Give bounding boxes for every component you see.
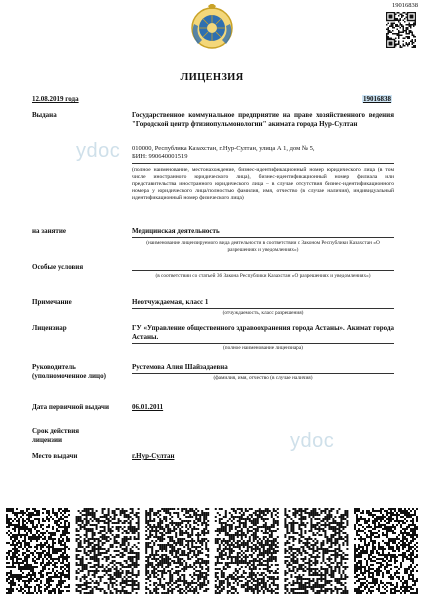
activity-label: на занятие: [32, 227, 66, 235]
activity-caption: (наименование лицензируемого вида деятельности в соответствии с Законом Республики Казахстан «О разрешениях и уведомлениях»): [146, 240, 380, 253]
qr-code: [386, 12, 416, 48]
divider: [132, 237, 394, 238]
document-title: ЛИЦЕНЗИЯ: [180, 72, 244, 83]
issued-to-address: 010000, Республика Казахстан, г.Нур-Султан, улица А 1, дом № 5,: [132, 145, 315, 152]
divider: [132, 163, 394, 164]
divider: [132, 308, 394, 309]
issued-to-bin: БИН: 990640001519: [132, 153, 188, 160]
watermark: ydoc: [290, 430, 335, 452]
divider: [132, 373, 394, 374]
issued-to-caption: (полное наименование, местонахождение, бизнес-идентификационный номер юридического лица (в том числе иностранного юридического лица), бизнес-идентификационный номер филиала или представительства иностранного юридического лица – в случае отсутствия бизнес-идентификационного номера у юридического лица/полностью фамилия, имя, отчество (в случае наличия), индивидуальный идентификационный номер физического лица): [132, 167, 394, 201]
licensor-caption: (полное наименование лицензиара): [223, 345, 303, 351]
divider: [132, 270, 394, 271]
special-conditions-caption: (в соответствии со статьей 36 Закона Республики Казахстан «О разрешениях и уведомлениях»): [155, 273, 371, 279]
place-value: г.Нур-Султан: [132, 452, 175, 460]
first-issue-value: 06.01.2011: [132, 403, 164, 411]
issue-date: 12.08.2019 года: [32, 95, 79, 103]
licensor-value: ГУ «Управление общественного здравоохранения города Астаны». Акимат города Астаны.: [132, 324, 394, 341]
head-label: Руководитель (уполномоченное лицо): [32, 363, 106, 380]
place-label: Место выдачи: [32, 452, 78, 460]
issued-to-org: Государственное коммунальное предприятие на праве хозяйственного ведения "Городской центр фтизиопульмонологии" акимата города Нур-Султан: [132, 111, 394, 128]
special-conditions-label: Особые условия: [32, 263, 84, 271]
validity-label: Срок действия лицензии: [32, 427, 80, 444]
head-caption: (фамилия, имя, отчество (в случае наличия): [213, 375, 313, 381]
head-value: Рустемова Алия Шайзадаевна: [132, 363, 228, 371]
note-label: Примечание: [32, 298, 72, 306]
license-number: 19016838: [363, 95, 391, 103]
licensor-label: Лицензиар: [32, 324, 67, 332]
barcode-strip: [6, 508, 418, 594]
divider: [132, 343, 394, 344]
note-caption: (отчуждаемость, класс разрешения): [222, 310, 304, 316]
issued-to-label: Выдана: [32, 111, 57, 119]
watermark: ydoc: [76, 140, 121, 162]
kazakhstan-emblem-icon: [188, 4, 236, 52]
activity-value: Медицинская деятельность: [132, 227, 220, 235]
note-value: Неотчуждаемая, класс 1: [132, 298, 209, 306]
first-issue-label: Дата первичной выдачи: [32, 403, 110, 411]
serial-number: 19016838: [392, 2, 418, 9]
